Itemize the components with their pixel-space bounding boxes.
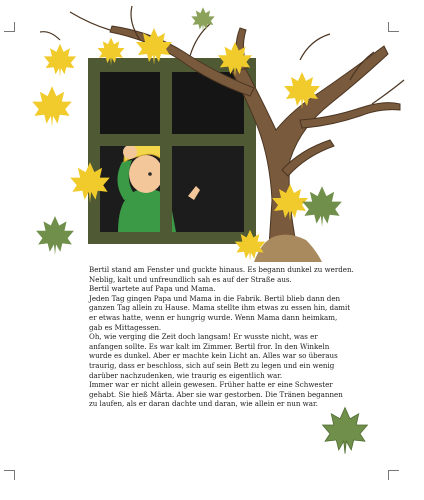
story-line: Immer war er nicht allein gewesen. Früher hatte er eine Schwester [89,380,333,390]
window-mullion-horizontal [88,134,256,146]
story-line: er etwas hatte, wenn er hungrig wurde. Wenn Mama dann heimkam, [89,312,338,322]
crop-mark-bottom-right [388,470,389,480]
window-mullion-vertical [160,58,172,244]
boy-face [129,155,163,193]
story-line: Bertil wartete auf Papa und Mama. [89,284,216,294]
story-line: zu laufen, als er daran dachte und daran, wie allein er nun war. [89,399,318,409]
roots-grass [254,235,322,262]
crop-mark-bottom-left [14,470,15,480]
story-line: darüber nachzudenken, wie traurig es eigentlich war. [89,370,283,380]
crop-mark-bottom-left-h [4,470,14,471]
maple-leaf-icon [320,405,370,455]
story-line: anfangen sollte. Es war kalt im Zimmer. Bertil fror. In den Winkeln [89,341,330,351]
window-pane-bottom-right [172,146,244,232]
story-line: wurde es dunkel. Aber er machte kein Licht an. Alles war so überaus [89,351,338,361]
leaf-green-1 [302,186,342,227]
story-text [89,265,354,409]
story-line: gab es Mittagessen. [89,322,162,332]
boy-eye [148,172,152,176]
crop-mark-bottom-right-h [389,470,399,471]
boy-hand [123,145,137,159]
story-line: Bertil stand am Fenster und guckte hinaus. Es begann dunkel zu werden. [89,265,354,274]
leaf-green-2 [36,216,74,255]
story-line: ganzen Tag allein zu Hause. Mama stellte ihm etwas zu essen hin, damit [89,303,351,313]
leaf-yellow-2 [32,86,72,127]
window-pane-top-left [100,72,160,134]
story-line: Neblig, kalt und unfreundlich sah es auf der Straße aus. [89,274,292,284]
story-line: Jeden Tag gingen Papa und Mama in die Fabrik. Bertil blieb dann den [89,293,341,303]
leaf-yellow-1 [44,44,76,77]
story-line: gehabt. Sie hieß Märta. Aber sie war gestorben. Die Tränen begannen [89,389,343,399]
story-line: traurig, dass er beschloss, sich auf sein Bett zu legen und ein wenig [89,360,335,370]
leaf-green-3 [191,7,214,31]
story-line: Oh, wie verging die Zeit doch langsam! Er wusste nicht, was er [89,332,318,342]
